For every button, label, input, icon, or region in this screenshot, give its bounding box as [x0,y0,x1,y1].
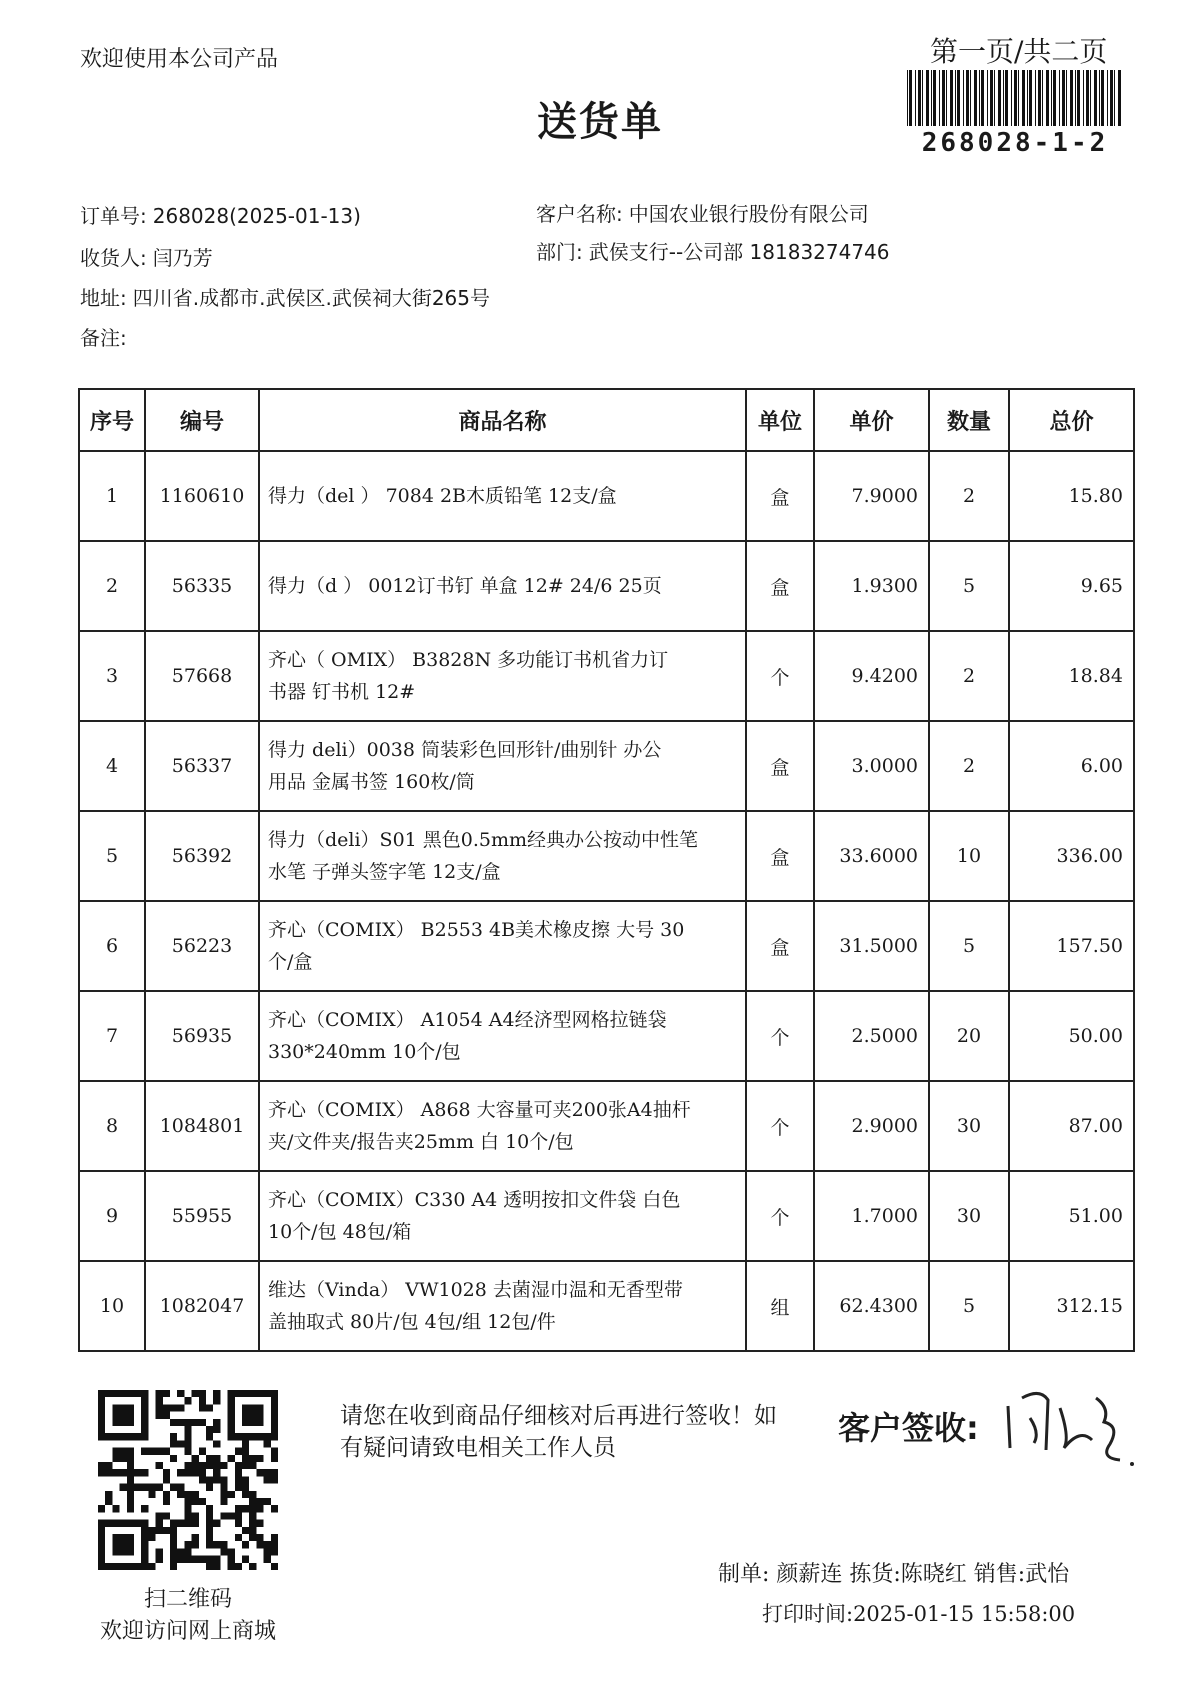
qr-caption [78,1584,298,1648]
product-name-line-2: 书器 钉书机 12# [268,681,416,703]
product-name-line-1: 得力（d ） 0012订书钉 单盒 12# 24/6 25页 [268,575,662,597]
cell-product-name [259,901,746,991]
cell-total: 312.15 [1009,1261,1134,1351]
cell-code: 57668 [145,631,259,721]
cell-unit: 盒 [746,721,814,811]
cell-product-name [259,541,746,631]
department-label: 部门: [536,240,583,264]
cell-unit: 个 [746,1171,814,1261]
cell-unit: 组 [746,1261,814,1351]
welcome-text: 欢迎使用本公司产品 [80,47,279,72]
page-indicator: 第一页/共二页 [930,35,1108,68]
product-name-line-1: 齐心（COMIX）C330 A4 透明按扣文件袋 白色 [268,1189,681,1211]
cell-quantity: 5 [929,541,1009,631]
product-name-line-2: 夹/文件夹/报告夹25mm 白 10个/包 [268,1131,574,1153]
product-name-line-2: 10个/包 48包/箱 [268,1221,412,1243]
table-row [79,631,1134,721]
print-time: 打印时间:2025-01-15 15:58:00 [762,1602,1076,1626]
qr-code-icon [98,1390,278,1570]
header-seq: 序号 [79,389,145,451]
header-unit-price: 单价 [814,389,929,451]
order-number-value: 268028(2025-01-13) [152,204,361,228]
cell-quantity: 2 [929,631,1009,721]
cell-quantity: 5 [929,1261,1009,1351]
cell-seq: 10 [79,1261,145,1351]
cell-product-name [259,991,746,1081]
cell-total: 18.84 [1009,631,1134,721]
customer-value: 中国农业银行股份有限公司 [628,202,869,226]
cell-code: 56223 [145,901,259,991]
cell-seq: 4 [79,721,145,811]
cell-unit-price: 2.9000 [814,1081,929,1171]
cell-product-name [259,1171,746,1261]
cell-unit: 盒 [746,811,814,901]
cell-quantity: 30 [929,1081,1009,1171]
department [536,236,890,265]
product-name-line-2: 用品 金属书签 160枚/筒 [268,771,475,793]
cell-quantity: 30 [929,1171,1009,1261]
cell-quantity: 10 [929,811,1009,901]
receipt-notice: 请您在收到商品仔细核对后再进行签收！如有疑问请致电相关工作人员 [340,1403,777,1461]
cell-code: 55955 [145,1171,259,1261]
receiver [80,242,213,271]
cell-unit-price: 1.9300 [814,541,929,631]
cell-unit-price: 2.5000 [814,991,929,1081]
cell-unit-price: 9.4200 [814,631,929,721]
cell-code: 56392 [145,811,259,901]
cell-total: 6.00 [1009,721,1134,811]
cell-unit: 盒 [746,451,814,541]
cell-code: 1160610 [145,451,259,541]
barcode-icon [905,70,1125,126]
cell-total: 87.00 [1009,1081,1134,1171]
order-number-label: 订单号: [80,204,147,228]
receiver-value: 闫乃芳 [152,246,213,270]
cell-total: 51.00 [1009,1171,1134,1261]
cell-code: 56337 [145,721,259,811]
cell-unit-price: 62.4300 [814,1261,929,1351]
table-row [79,811,1134,901]
product-name-line-2: 330*240mm 10个/包 [268,1041,461,1063]
cell-quantity: 5 [929,901,1009,991]
cell-unit-price: 3.0000 [814,721,929,811]
cell-unit: 盒 [746,901,814,991]
cell-product-name [259,721,746,811]
table-header-row [79,389,1134,451]
cell-code: 1082047 [145,1261,259,1351]
document-title: 送货单 [537,99,663,145]
cell-quantity: 2 [929,451,1009,541]
cell-product-name [259,811,746,901]
cell-seq: 1 [79,451,145,541]
header-product-name: 商品名称 [259,389,746,451]
customer-sign-label: 客户签收: [838,1409,979,1447]
product-name-line-2: 盖抽取式 80片/包 4包/组 12包/件 [268,1311,556,1333]
cell-seq: 3 [79,631,145,721]
header-code: 编号 [145,389,259,451]
cell-unit-price: 33.6000 [814,811,929,901]
cell-unit: 个 [746,991,814,1081]
cell-unit: 个 [746,1081,814,1171]
product-name-line-1: 齐心（COMIX） A868 大容量可夹200张A4抽杆 [268,1099,691,1121]
cell-total: 336.00 [1009,811,1134,901]
customer-name [536,198,869,227]
cell-unit-price: 31.5000 [814,901,929,991]
table-row [79,451,1134,541]
product-name-line-2: 个/盒 [268,951,313,973]
cell-seq: 8 [79,1081,145,1171]
signature-icon [1000,1378,1140,1468]
table-row [79,721,1134,811]
items-table [78,388,1135,1352]
cell-total: 15.80 [1009,451,1134,541]
cell-product-name [259,451,746,541]
table-row [79,541,1134,631]
cell-seq: 5 [79,811,145,901]
cell-unit-price: 1.7000 [814,1171,929,1261]
cell-code: 56335 [145,541,259,631]
product-name-line-1: 齐心（COMIX） A1054 A4经济型网格拉链袋 [268,1009,667,1031]
table-row [79,1171,1134,1261]
product-name-line-1: 得力 deli）0038 筒装彩色回形针/曲别针 办公 [268,739,662,761]
header-unit: 单位 [746,389,814,451]
cell-unit-price: 7.9000 [814,451,929,541]
product-name-line-2: 水笔 子弹头签字笔 12支/盒 [268,861,501,883]
cell-total: 9.65 [1009,541,1134,631]
cell-product-name [259,1081,746,1171]
receiver-label: 收货人: [80,246,147,270]
cell-total: 50.00 [1009,991,1134,1081]
cell-quantity: 20 [929,991,1009,1081]
header-total: 总价 [1009,389,1134,451]
cell-product-name [259,1261,746,1351]
product-name-line-1: 得力（deli）S01 黑色0.5mm经典办公按动中性笔 [268,829,699,851]
cell-unit: 个 [746,631,814,721]
address-label: 地址: [80,286,127,310]
cell-seq: 9 [79,1171,145,1261]
product-name-line-1: 得力（del ） 7084 2B木质铅笔 12支/盒 [268,485,617,507]
qr-caption-line-2: 欢迎访问网上商城 [99,1619,276,1644]
header-quantity: 数量 [929,389,1009,451]
table-row [79,991,1134,1081]
order-number [80,200,361,229]
table-row [79,901,1134,991]
department-value: 武侯支行--公司部 18183274746 [588,240,890,264]
table-row [79,1081,1134,1171]
remark-label: 备注: [80,326,127,350]
qr-caption-line-1: 扫二维码 [143,1587,232,1612]
cell-code: 56935 [145,991,259,1081]
customer-label: 客户名称: [536,202,623,226]
cell-total: 157.50 [1009,901,1134,991]
cell-quantity: 2 [929,721,1009,811]
cell-product-name [259,631,746,721]
barcode-number: 268028-1-2 [921,128,1109,158]
product-name-line-1: 齐心（COMIX） B2553 4B美术橡皮擦 大号 30 [268,919,685,941]
address-value: 四川省.成都市.武侯区.武侯祠大街265号 [132,286,490,310]
cell-code: 1084801 [145,1081,259,1171]
product-name-line-1: 齐心（ OMIX） B3828N 多功能订书机省力订 [268,649,669,671]
remark [80,322,133,351]
cell-seq: 2 [79,541,145,631]
cell-unit: 盒 [746,541,814,631]
staff-info: 制单: 颜薪连 拣货:陈晓红 销售:武怡 [718,1562,1070,1587]
address [80,282,490,311]
cell-seq: 7 [79,991,145,1081]
product-name-line-1: 维达（Vinda） VW1028 去菌湿巾温和无香型带 [268,1279,683,1301]
table-row [79,1261,1134,1351]
cell-seq: 6 [79,901,145,991]
